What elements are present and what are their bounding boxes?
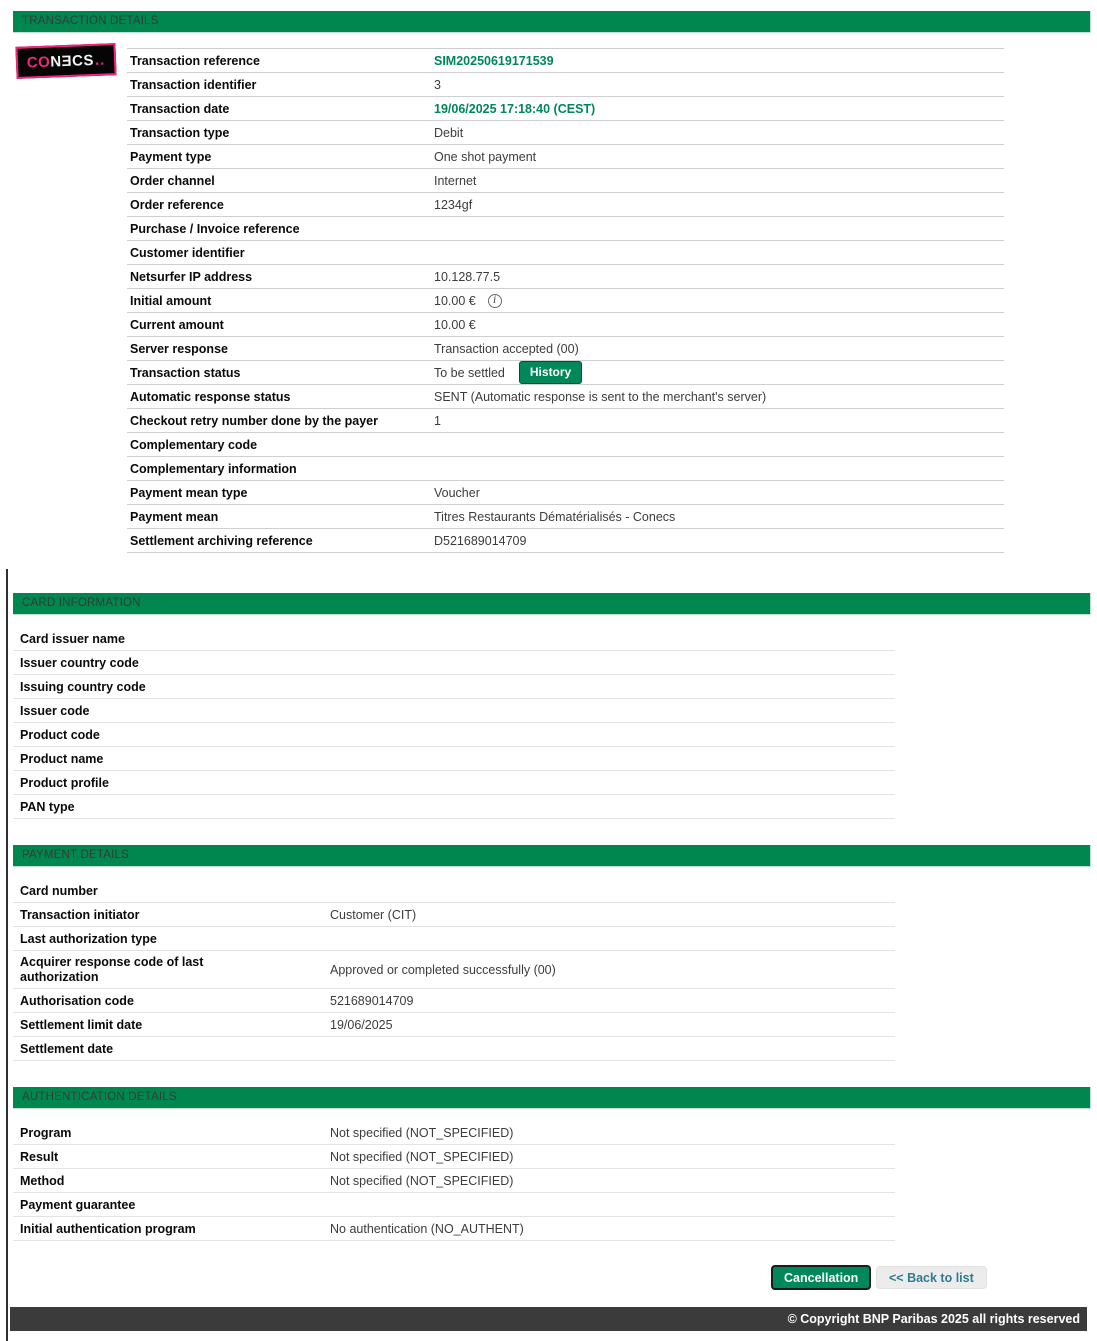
table-row bbox=[13, 879, 895, 903]
table-row bbox=[13, 699, 895, 723]
row-label: Netsurfer IP address bbox=[130, 269, 253, 284]
row-label: Transaction reference bbox=[130, 53, 260, 68]
row-value bbox=[434, 294, 502, 308]
row-value: D521689014709 bbox=[434, 533, 527, 548]
row-label: Settlement archiving reference bbox=[130, 533, 313, 548]
row-value: Customer (CIT) bbox=[330, 907, 417, 922]
row-value: 19/06/2025 17:18:40 (CEST) bbox=[434, 101, 596, 116]
row-label: Acquirer response code of last authorization bbox=[20, 955, 204, 984]
table-row bbox=[13, 1169, 895, 1193]
row-label: Authorisation code bbox=[20, 993, 134, 1008]
row-label: Product profile bbox=[20, 775, 109, 790]
table-row bbox=[13, 675, 895, 699]
row-label: Issuer code bbox=[20, 703, 90, 718]
row-label: Initial authentication program bbox=[20, 1221, 196, 1236]
history-button[interactable]: History bbox=[519, 361, 582, 384]
row-value: Debit bbox=[434, 125, 464, 140]
cancellation-button[interactable]: Cancellation bbox=[771, 1265, 871, 1290]
row-label: Last authorization type bbox=[20, 931, 157, 946]
table-row bbox=[13, 1145, 895, 1169]
table-row bbox=[127, 49, 1004, 73]
table-row-initial-amount bbox=[127, 289, 1004, 313]
row-label: Settlement date bbox=[20, 1041, 114, 1056]
table-row bbox=[13, 771, 895, 795]
row-value: Not specified (NOT_SPECIFIED) bbox=[330, 1125, 514, 1140]
section-header-payment-details: PAYMENT DETAILS bbox=[13, 845, 1091, 867]
table-row bbox=[127, 457, 1004, 481]
row-label: Settlement limit date bbox=[20, 1017, 143, 1032]
row-value: Voucher bbox=[434, 485, 480, 500]
row-label: Payment mean type bbox=[130, 485, 248, 500]
row-value: One shot payment bbox=[434, 149, 537, 164]
table-row bbox=[13, 627, 895, 651]
row-value: Not specified (NOT_SPECIFIED) bbox=[330, 1173, 514, 1188]
row-label: Result bbox=[20, 1149, 59, 1164]
table-row-transaction-status bbox=[127, 361, 1004, 385]
row-label: Transaction identifier bbox=[130, 77, 257, 92]
table-row bbox=[13, 723, 895, 747]
copyright-footer: © Copyright BNP Paribas 2025 all rights reserved bbox=[10, 1307, 1087, 1331]
table-row bbox=[127, 529, 1004, 553]
logo-text-necs: NƎCS bbox=[49, 51, 95, 71]
row-label: Program bbox=[20, 1125, 72, 1140]
row-label: Automatic response status bbox=[130, 389, 291, 404]
table-row bbox=[127, 433, 1004, 457]
row-label: Initial amount bbox=[130, 293, 212, 308]
table-row bbox=[13, 1013, 895, 1037]
table-row bbox=[13, 989, 895, 1013]
row-label: Payment type bbox=[130, 149, 212, 164]
initial-amount-value: 10.00 € bbox=[434, 293, 476, 308]
row-label: Method bbox=[20, 1173, 65, 1188]
table-row bbox=[127, 505, 1004, 529]
table-row bbox=[13, 795, 895, 819]
section-header-transaction-details: TRANSACTION DETAILS bbox=[13, 11, 1091, 33]
table-row bbox=[127, 313, 1004, 337]
row-value: Internet bbox=[434, 173, 477, 188]
row-label: Transaction status bbox=[130, 365, 241, 380]
row-value: 10.00 € bbox=[434, 317, 476, 332]
table-row bbox=[13, 951, 895, 989]
card-information-table bbox=[13, 627, 895, 819]
table-row bbox=[13, 1121, 895, 1145]
payment-details-table bbox=[13, 879, 895, 1061]
row-label: Server response bbox=[130, 341, 228, 356]
row-value: 521689014709 bbox=[330, 993, 414, 1008]
table-row bbox=[13, 903, 895, 927]
info-icon[interactable]: i bbox=[488, 294, 502, 308]
row-label: Order channel bbox=[130, 173, 215, 188]
row-label: Payment mean bbox=[130, 509, 219, 524]
table-row bbox=[13, 1217, 895, 1241]
logo-dots: .. bbox=[94, 50, 106, 69]
row-value bbox=[434, 361, 582, 384]
conecs-logo bbox=[15, 43, 116, 79]
row-label: Transaction initiator bbox=[20, 907, 140, 922]
row-label: Issuer country code bbox=[20, 655, 139, 670]
table-row bbox=[13, 651, 895, 675]
row-value: 19/06/2025 bbox=[330, 1017, 393, 1032]
authentication-details-table bbox=[13, 1121, 895, 1241]
transaction-status-value: To be settled bbox=[434, 365, 505, 380]
row-value: 3 bbox=[434, 77, 441, 92]
row-label: Card issuer name bbox=[20, 631, 125, 646]
table-row bbox=[13, 747, 895, 771]
left-frame-border bbox=[6, 569, 8, 1341]
table-row bbox=[13, 927, 895, 951]
table-row bbox=[127, 73, 1004, 97]
row-value: 1234gf bbox=[434, 197, 473, 212]
row-value: Transaction accepted (00) bbox=[434, 341, 579, 356]
row-value: Approved or completed successfully (00) bbox=[330, 962, 556, 977]
table-row bbox=[127, 265, 1004, 289]
row-value: SIM20250619171539 bbox=[434, 53, 554, 68]
row-value: SENT (Automatic response is sent to the merchant's server) bbox=[434, 389, 767, 404]
table-row bbox=[127, 385, 1004, 409]
row-label: Customer identifier bbox=[130, 245, 245, 260]
row-label: Product code bbox=[20, 727, 100, 742]
table-row bbox=[127, 217, 1004, 241]
row-label: Order reference bbox=[130, 197, 224, 212]
section-header-authentication-details: AUTHENTICATION DETAILS bbox=[13, 1087, 1091, 1109]
row-label: Complementary information bbox=[130, 461, 297, 476]
row-value: Titres Restaurants Dématérialisés - Conecs bbox=[434, 509, 676, 524]
row-label: Complementary code bbox=[130, 437, 258, 452]
table-row bbox=[127, 481, 1004, 505]
table-row bbox=[127, 97, 1004, 121]
table-row bbox=[127, 193, 1004, 217]
table-row bbox=[127, 121, 1004, 145]
table-row bbox=[13, 1037, 895, 1061]
row-label: Checkout retry number done by the payer bbox=[130, 413, 378, 428]
row-label: Payment guarantee bbox=[20, 1197, 136, 1212]
table-row bbox=[127, 337, 1004, 361]
row-label: Product name bbox=[20, 751, 104, 766]
row-label: Current amount bbox=[130, 317, 224, 332]
row-label: Issuing country code bbox=[20, 679, 146, 694]
row-value: No authentication (NO_AUTHENT) bbox=[330, 1221, 524, 1236]
table-row bbox=[13, 1193, 895, 1217]
back-to-list-button[interactable]: << Back to list bbox=[876, 1266, 987, 1289]
logo-text-co: CO bbox=[26, 53, 51, 72]
row-label: Transaction type bbox=[130, 125, 230, 140]
row-value: 1 bbox=[434, 413, 441, 428]
row-value: 10.128.77.5 bbox=[434, 269, 501, 284]
row-value: Not specified (NOT_SPECIFIED) bbox=[330, 1149, 514, 1164]
row-label: Card number bbox=[20, 883, 98, 898]
row-label: PAN type bbox=[20, 799, 75, 814]
transaction-details-table bbox=[127, 48, 1004, 553]
table-row bbox=[127, 409, 1004, 433]
section-header-card-information: CARD INFORMATION bbox=[13, 593, 1091, 615]
row-label: Purchase / Invoice reference bbox=[130, 221, 300, 236]
table-row bbox=[127, 241, 1004, 265]
row-label: Transaction date bbox=[130, 101, 230, 116]
table-row bbox=[127, 145, 1004, 169]
table-row bbox=[127, 169, 1004, 193]
